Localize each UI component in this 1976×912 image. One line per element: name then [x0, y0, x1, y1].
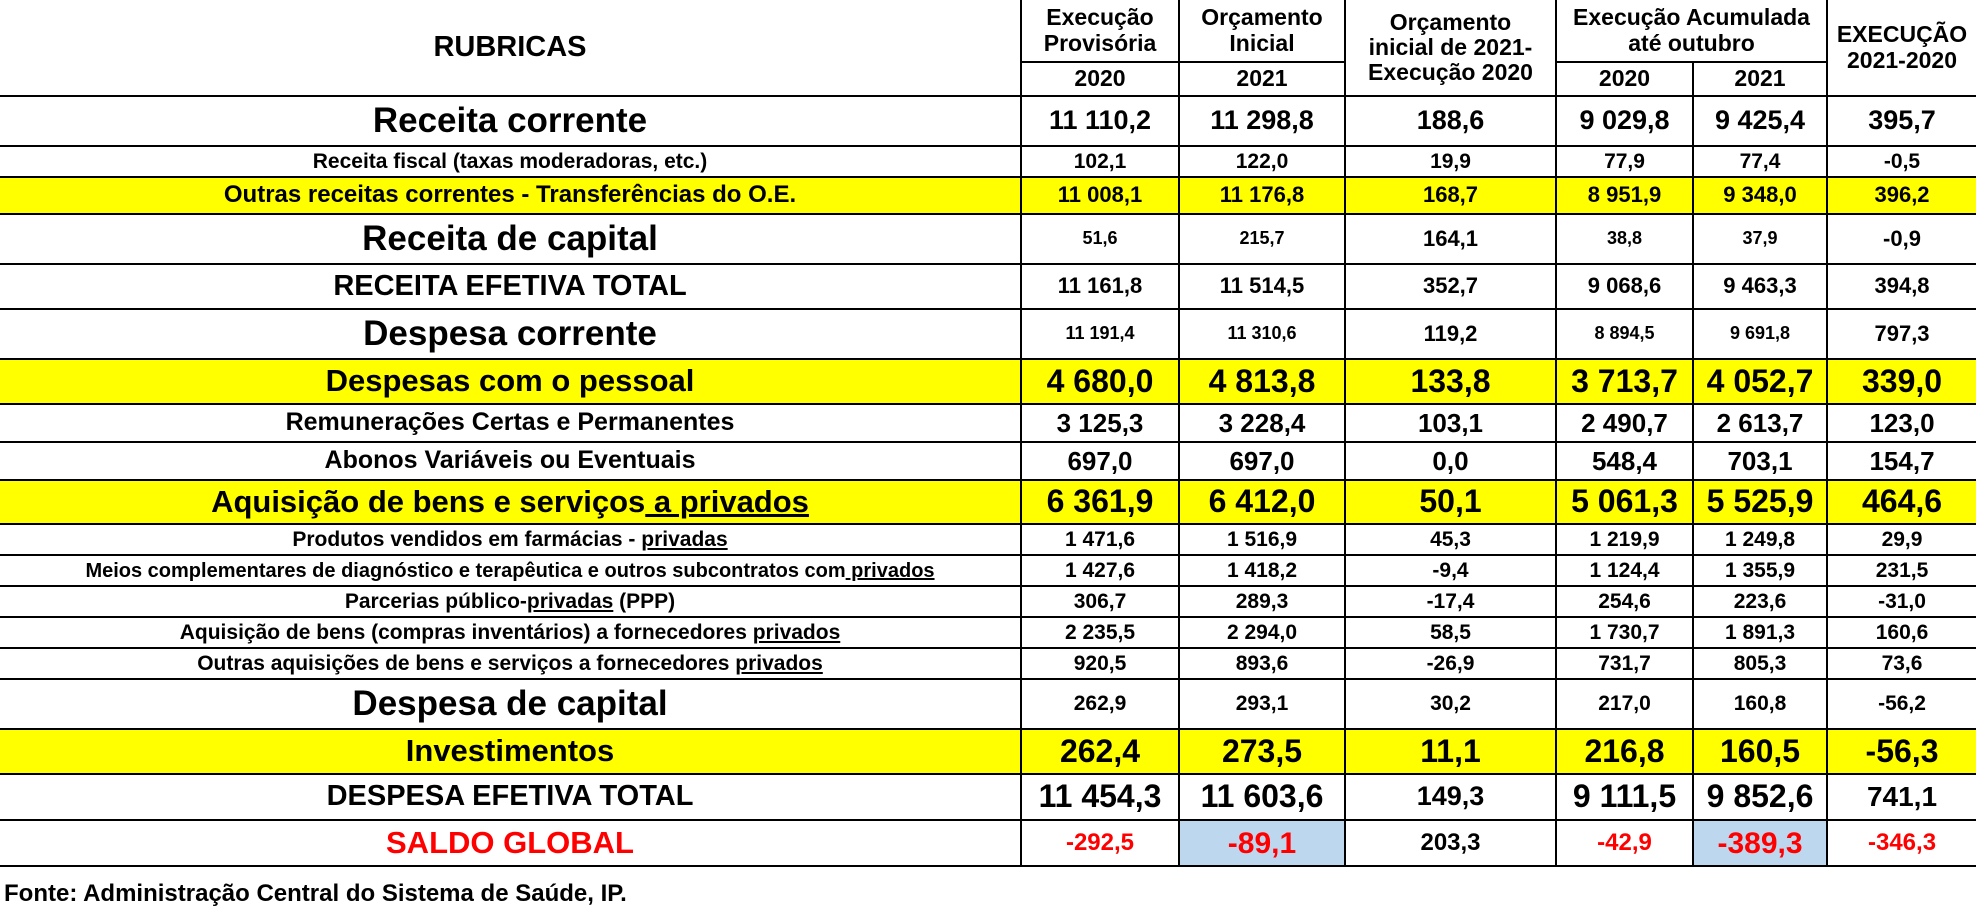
row-label-text: Aquisição de bens (compras inventários) a fornecedores: [179, 620, 753, 644]
cell-orcamento-2021: 11 514,5: [1179, 264, 1345, 309]
header-year-col1: 2020: [1021, 62, 1179, 96]
row-label: Despesas com o pessoal: [0, 359, 1021, 404]
cell-acumulada-2020: 254,6: [1556, 586, 1693, 617]
cell-execucao-diferenca: 396,2: [1827, 177, 1976, 214]
row-label-underlined: a privados: [645, 483, 809, 519]
cell-diferenca-orcamento: 58,5: [1345, 617, 1556, 648]
cell-diferenca-orcamento: -9,4: [1345, 555, 1556, 586]
cell-orcamento-2021: 11 298,8: [1179, 96, 1345, 146]
row-parcerias-ppp: [0, 586, 1976, 617]
cell-execucao-diferenca: 29,9: [1827, 524, 1976, 555]
header-col45-line2: até outubro: [1628, 29, 1755, 56]
row-label: Despesa corrente: [0, 309, 1021, 359]
cell-diferenca-orcamento: -26,9: [1345, 648, 1556, 679]
cell-diferenca-orcamento: 11,1: [1345, 729, 1556, 774]
cell-acumulada-2021: 1 355,9: [1693, 555, 1827, 586]
cell-orcamento-2021: 6 412,0: [1179, 480, 1345, 524]
cell-execucao-diferenca: 464,6: [1827, 480, 1976, 524]
header-orcamento-menos-execucao: [1345, 0, 1556, 96]
cell-orcamento-2021: 215,7: [1179, 214, 1345, 264]
row-label: SALDO GLOBAL: [0, 820, 1021, 866]
row-label: Outras receitas correntes - Transferências do O.E.: [0, 177, 1021, 214]
row-outras-receitas-correntes: [0, 177, 1976, 214]
cell-execucao-diferenca: -0,5: [1827, 146, 1976, 177]
cell-acumulada-2021: 223,6: [1693, 586, 1827, 617]
cell-orcamento-2021: 273,5: [1179, 729, 1345, 774]
cell-execucao-diferenca: 395,7: [1827, 96, 1976, 146]
cell-execucao-diferenca: 154,7: [1827, 442, 1976, 480]
cell-acumulada-2020: 9 068,6: [1556, 264, 1693, 309]
row-label: [0, 555, 1021, 586]
row-label-text: Produtos vendidos em farmácias -: [292, 527, 642, 551]
cell-execucao-2020: 11 110,2: [1021, 96, 1179, 146]
row-abonos: [0, 442, 1976, 480]
header-rubricas: RUBRICAS: [0, 0, 1021, 96]
cell-acumulada-2021: 160,5: [1693, 729, 1827, 774]
cell-diferenca-orcamento: 30,2: [1345, 679, 1556, 729]
cell-orcamento-2021: 2 294,0: [1179, 617, 1345, 648]
cell-orcamento-2021: 1 418,2: [1179, 555, 1345, 586]
cell-execucao-2020: 3 125,3: [1021, 404, 1179, 442]
cell-orcamento-2021: 893,6: [1179, 648, 1345, 679]
cell-execucao-diferenca: -346,3: [1827, 820, 1976, 866]
cell-acumulada-2021: 9 463,3: [1693, 264, 1827, 309]
cell-execucao-2020: 920,5: [1021, 648, 1179, 679]
row-label: Despesa de capital: [0, 679, 1021, 729]
cell-execucao-diferenca: -56,3: [1827, 729, 1976, 774]
cell-orcamento-2021: 289,3: [1179, 586, 1345, 617]
row-meios-complementares: [0, 555, 1976, 586]
cell-acumulada-2020: 38,8: [1556, 214, 1693, 264]
cell-acumulada-2021: 4 052,7: [1693, 359, 1827, 404]
cell-orcamento-2021: 3 228,4: [1179, 404, 1345, 442]
cell-execucao-2020: 102,1: [1021, 146, 1179, 177]
row-label-underlined: privadas: [641, 527, 728, 551]
header-orcamento-inicial: [1179, 0, 1345, 62]
cell-execucao-2020: 1 427,6: [1021, 555, 1179, 586]
header-execucao-diferenca: [1827, 0, 1976, 96]
row-outras-aquisicoes: [0, 648, 1976, 679]
cell-execucao-diferenca: -56,2: [1827, 679, 1976, 729]
cell-diferenca-orcamento: 352,7: [1345, 264, 1556, 309]
cell-acumulada-2020: 731,7: [1556, 648, 1693, 679]
cell-acumulada-2020: 8 894,5: [1556, 309, 1693, 359]
row-despesa-capital: [0, 679, 1976, 729]
cell-execucao-2020: 1 471,6: [1021, 524, 1179, 555]
cell-diferenca-orcamento: 45,3: [1345, 524, 1556, 555]
cell-execucao-diferenca: 73,6: [1827, 648, 1976, 679]
cell-execucao-2020: 11 008,1: [1021, 177, 1179, 214]
cell-acumulada-2021: 1 891,3: [1693, 617, 1827, 648]
cell-diferenca-orcamento: 50,1: [1345, 480, 1556, 524]
cell-acumulada-2020: 8 951,9: [1556, 177, 1693, 214]
row-label-suffix: (PPP): [613, 589, 676, 613]
header-col3-line3: Execução 2020: [1368, 59, 1533, 86]
cell-execucao-2020: 11 161,8: [1021, 264, 1179, 309]
row-receita-efetiva-total: [0, 264, 1976, 309]
cell-acumulada-2020: 1 219,9: [1556, 524, 1693, 555]
row-label-text: Parcerias público-: [344, 589, 527, 613]
cell-diferenca-orcamento: -17,4: [1345, 586, 1556, 617]
cell-acumulada-2021: 77,4: [1693, 146, 1827, 177]
header-year-col4: 2020: [1556, 62, 1693, 96]
cell-acumulada-2021: 1 249,8: [1693, 524, 1827, 555]
cell-diferenca-orcamento: 0,0: [1345, 442, 1556, 480]
row-label: [0, 480, 1021, 524]
row-despesas-pessoal: [0, 359, 1976, 404]
cell-execucao-2020: 11 191,4: [1021, 309, 1179, 359]
cell-execucao-2020: 6 361,9: [1021, 480, 1179, 524]
row-label: [0, 586, 1021, 617]
row-label: Remunerações Certas e Permanentes: [0, 404, 1021, 442]
cell-orcamento-2021: 1 516,9: [1179, 524, 1345, 555]
row-label-underlined: privados: [735, 651, 823, 675]
cell-orcamento-2021: 697,0: [1179, 442, 1345, 480]
cell-acumulada-2021: 160,8: [1693, 679, 1827, 729]
cell-diferenca-orcamento: 203,3: [1345, 820, 1556, 866]
cell-acumulada-2021: 9 691,8: [1693, 309, 1827, 359]
row-produtos-farmacias: [0, 524, 1976, 555]
header-col6-line2: 2021-2020: [1847, 46, 1958, 73]
cell-acumulada-2020: 9 029,8: [1556, 96, 1693, 146]
row-despesa-efetiva-total: [0, 774, 1976, 820]
cell-acumulada-2021: 703,1: [1693, 442, 1827, 480]
header-year-col2: 2021: [1179, 62, 1345, 96]
cell-execucao-2020: 262,9: [1021, 679, 1179, 729]
cell-acumulada-2021: -389,3: [1693, 820, 1827, 866]
row-label: [0, 648, 1021, 679]
cell-diferenca-orcamento: 133,8: [1345, 359, 1556, 404]
header-col3-line2: inicial de 2021-: [1368, 33, 1533, 60]
row-receita-fiscal: [0, 146, 1976, 177]
cell-acumulada-2021: 2 613,7: [1693, 404, 1827, 442]
cell-diferenca-orcamento: 103,1: [1345, 404, 1556, 442]
cell-execucao-2020: 51,6: [1021, 214, 1179, 264]
row-label-underlined: privados: [845, 559, 935, 582]
row-receita-corrente: [0, 96, 1976, 146]
row-receita-capital: [0, 214, 1976, 264]
cell-orcamento-2021: 11 603,6: [1179, 774, 1345, 820]
header-execucao-provisoria: [1021, 0, 1179, 62]
cell-execucao-diferenca: 160,6: [1827, 617, 1976, 648]
row-despesa-corrente: [0, 309, 1976, 359]
cell-diferenca-orcamento: 149,3: [1345, 774, 1556, 820]
cell-execucao-2020: -292,5: [1021, 820, 1179, 866]
cell-acumulada-2020: 1 124,4: [1556, 555, 1693, 586]
source-note: Fonte: Administração Central do Sistema de Saúde, IP.: [4, 880, 627, 907]
cell-acumulada-2020: -42,9: [1556, 820, 1693, 866]
row-investimentos: [0, 729, 1976, 774]
header-year-col5: 2021: [1693, 62, 1827, 96]
row-label: [0, 617, 1021, 648]
row-label: Receita corrente: [0, 96, 1021, 146]
cell-acumulada-2021: 9 852,6: [1693, 774, 1827, 820]
cell-acumulada-2020: 9 111,5: [1556, 774, 1693, 820]
row-label: Abonos Variáveis ou Eventuais: [0, 442, 1021, 480]
cell-diferenca-orcamento: 119,2: [1345, 309, 1556, 359]
cell-execucao-2020: 306,7: [1021, 586, 1179, 617]
cell-acumulada-2021: 9 425,4: [1693, 96, 1827, 146]
cell-diferenca-orcamento: 168,7: [1345, 177, 1556, 214]
cell-execucao-2020: 2 235,5: [1021, 617, 1179, 648]
header-col45-line1: Execução Acumulada: [1573, 4, 1810, 31]
row-aquisicao-bens-inventarios: [0, 617, 1976, 648]
cell-execucao-2020: 262,4: [1021, 729, 1179, 774]
header-col1-line2: Provisória: [1043, 29, 1157, 56]
cell-execucao-2020: 697,0: [1021, 442, 1179, 480]
cell-execucao-diferenca: 123,0: [1827, 404, 1976, 442]
cell-orcamento-2021: 4 813,8: [1179, 359, 1345, 404]
row-saldo-global: [0, 820, 1976, 866]
row-label: Investimentos: [0, 729, 1021, 774]
cell-execucao-diferenca: 339,0: [1827, 359, 1976, 404]
row-label-underlined: privados: [752, 620, 841, 644]
cell-acumulada-2020: 5 061,3: [1556, 480, 1693, 524]
cell-orcamento-2021: 11 176,8: [1179, 177, 1345, 214]
cell-acumulada-2021: 37,9: [1693, 214, 1827, 264]
cell-execucao-diferenca: -31,0: [1827, 586, 1976, 617]
cell-execucao-diferenca: 394,8: [1827, 264, 1976, 309]
row-remuneracoes: [0, 404, 1976, 442]
cell-acumulada-2021: 805,3: [1693, 648, 1827, 679]
header-row-top: [0, 0, 1976, 62]
row-label: [0, 524, 1021, 555]
cell-acumulada-2020: 3 713,7: [1556, 359, 1693, 404]
cell-execucao-diferenca: 797,3: [1827, 309, 1976, 359]
header-col6-line1: EXECUÇÃO: [1836, 21, 1968, 48]
cell-acumulada-2020: 2 490,7: [1556, 404, 1693, 442]
row-label-underlined: privadas: [526, 589, 614, 613]
cell-orcamento-2021: 122,0: [1179, 146, 1345, 177]
row-aquisicao-bens-servicos: [0, 480, 1976, 524]
row-label-text: Outras aquisições de bens e serviços a fornecedores: [197, 651, 736, 675]
header-col2-line2: Inicial: [1229, 29, 1295, 56]
cell-diferenca-orcamento: 164,1: [1345, 214, 1556, 264]
row-label: Receita fiscal (taxas moderadoras, etc.): [0, 146, 1021, 177]
cell-orcamento-2021: 293,1: [1179, 679, 1345, 729]
cell-diferenca-orcamento: 188,6: [1345, 96, 1556, 146]
cell-acumulada-2021: 5 525,9: [1693, 480, 1827, 524]
row-label: DESPESA EFETIVA TOTAL: [0, 774, 1021, 820]
header-col2-line1: Orçamento: [1201, 4, 1323, 31]
cell-acumulada-2020: 217,0: [1556, 679, 1693, 729]
cell-acumulada-2020: 77,9: [1556, 146, 1693, 177]
row-label: Receita de capital: [0, 214, 1021, 264]
row-label-text: Aquisição de bens e serviços: [211, 483, 646, 519]
cell-orcamento-2021: -89,1: [1179, 820, 1345, 866]
cell-acumulada-2020: 548,4: [1556, 442, 1693, 480]
cell-execucao-diferenca: -0,9: [1827, 214, 1976, 264]
cell-acumulada-2020: 216,8: [1556, 729, 1693, 774]
header-col3-line1: Orçamento: [1389, 8, 1512, 35]
cell-diferenca-orcamento: 19,9: [1345, 146, 1556, 177]
cell-acumulada-2021: 9 348,0: [1693, 177, 1827, 214]
cell-execucao-2020: 11 454,3: [1021, 774, 1179, 820]
cell-execucao-2020: 4 680,0: [1021, 359, 1179, 404]
header-col1-line1: Execução: [1046, 4, 1154, 31]
cell-orcamento-2021: 11 310,6: [1179, 309, 1345, 359]
header-execucao-acumulada: [1556, 0, 1827, 62]
cell-execucao-diferenca: 231,5: [1827, 555, 1976, 586]
row-label: RECEITA EFETIVA TOTAL: [0, 264, 1021, 309]
cell-acumulada-2020: 1 730,7: [1556, 617, 1693, 648]
row-label-text: Meios complementares de diagnóstico e terapêutica e outros subcontratos com: [85, 559, 846, 582]
cell-execucao-diferenca: 741,1: [1827, 774, 1976, 820]
